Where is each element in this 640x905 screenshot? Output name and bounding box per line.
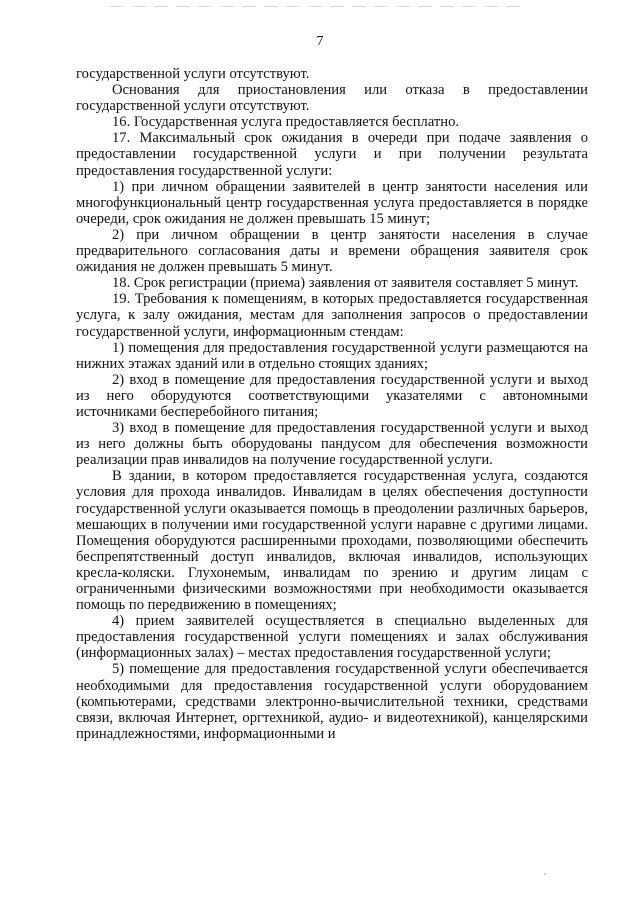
paragraph: 1) при личном обращении заявителей в центр занятости населения или многофункциональный центр государственная услуга предоставляется в порядке очереди, срок ожидания не должен превышать 15 минут;	[76, 178, 588, 227]
paragraph: 3) вход в помещение для предоставления государственной услуги и выход из него должны быть оборудованы пандусом для обеспечения возможности реализации прав инвалидов на получение государственной услуги.	[76, 420, 588, 469]
paragraph: 2) при личном обращении в центр занятости населения в случае предварительного согласования даты и времени обращения заявителя срок ожидания не должен превышать 5 минут.	[76, 226, 588, 276]
paragraph: государственной услуги отсутствуют.	[76, 66, 310, 82]
scan-speck	[544, 873, 546, 875]
paragraph: 4) прием заявителей осуществляется в специально выделенных для предоставления государственной услуги помещениях и залах обслуживания (информационных залах) – местах предоставления государственной услуги;	[76, 613, 588, 662]
scan-artifact-line	[110, 6, 520, 7]
paragraph: 1) помещения для предоставления государственной услуги размещаются на нижних этажах зданий или в отдельно стоящих зданиях;	[76, 339, 588, 372]
paragraph: В здании, в котором предоставляется государственная услуга, создаются условия для прохода инвалидов. Инвалидам в целях обеспечения доступности государственной услуги оказывается помощь в преодолении различных барьеров, мешающих в получении ими государственной услуги наравне с другими лицами. Помещения оборудуются расширенными проходами, позволяющими обеспечить беспрепятственный доступ инвалидов, включая инвалидов, использующих кресла-коляски. Глухонемым, инвалидам по зрению и другим лицам с ограниченными физическими возможностями при необходимости оказывается помощь по передвижению в помещениях;	[76, 468, 588, 614]
paragraph: 5) помещение для предоставления государственной услуги обеспечивается необходимыми для предоставления государственной услуги оборудованием (компьютерами, средствами электронно-вычислительной техники, средствами связи, включая Интернет, оргтехникой, аудио- и видеотехникой), канцелярскими принадлежностями, информационными и	[76, 661, 588, 742]
paragraph: 19. Требования к помещениям, в которых предоставляется государственная услуга, к залу ожидания, местам для заполнения запросов о предоставлении государственной услуги, информационным стендам:	[76, 291, 588, 340]
paragraph: 2) вход в помещение для предоставления государственной услуги и выход из него оборудуются соответствующими указателями с автономными источниками бесперебойного питания;	[76, 371, 588, 420]
paragraph: Основания для приостановления или отказа в предоставлении государственной услуги отсутствуют.	[76, 82, 588, 115]
paragraph: 17. Максимальный срок ожидания в очереди при подаче заявления о предоставлении государственной услуги и при получении результата предоставления государственной услуги:	[76, 130, 588, 179]
paragraph: 16. Государственная услуга предоставляется бесплатно.	[112, 114, 460, 131]
paragraph: 18. Срок регистрации (приема) заявления от заявителя составляет 5 минут.	[112, 275, 579, 292]
document-body	[76, 66, 588, 742]
page-number: 7	[316, 34, 324, 49]
